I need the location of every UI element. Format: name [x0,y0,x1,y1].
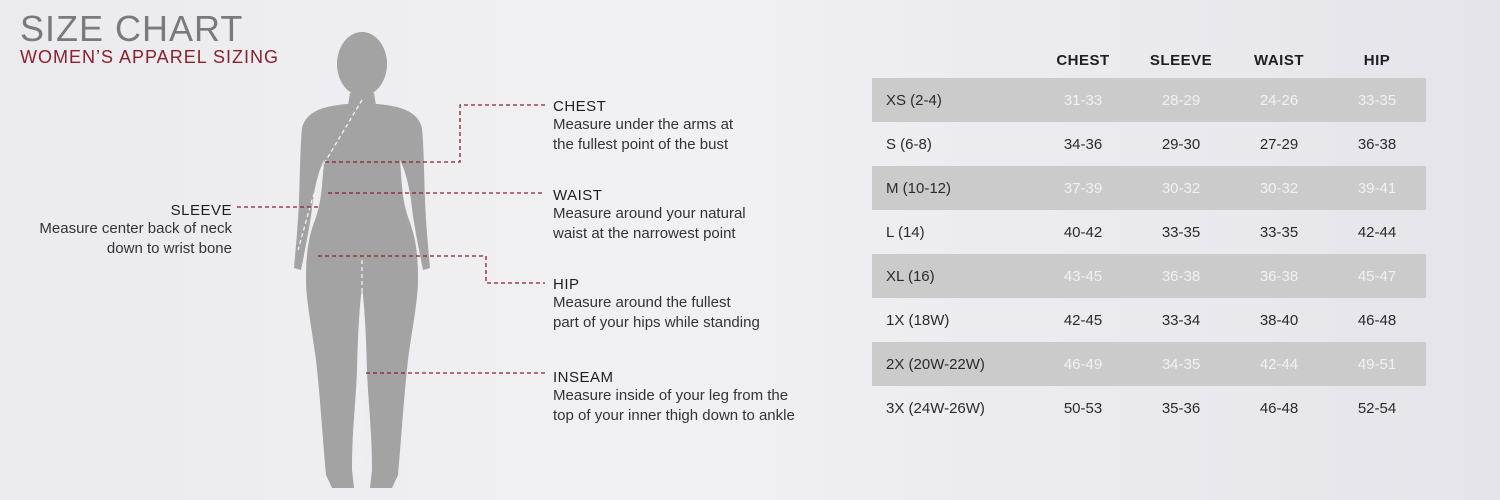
sleeve-value: 33-34 [1161,311,1201,329]
waist-value: 38-40 [1259,311,1299,329]
size-label: XL (16) [872,254,1034,298]
table-row [872,386,1426,430]
chest-value: 34-36 [1063,135,1103,153]
table-row [872,78,1426,122]
table-row [872,122,1426,166]
waist-column-header: WAIST [1254,51,1304,69]
chest-value: 46-49 [1034,342,1132,386]
chest-value: 43-45 [1034,254,1132,298]
sleeve-value: 35-36 [1161,399,1201,417]
hip-callout [553,276,760,333]
size-label: L (14) [886,223,925,241]
table-row [872,342,1426,386]
sleeve-callout [20,202,232,259]
hip-value: 49-51 [1328,342,1426,386]
size-label: 3X (24W-26W) [886,399,985,417]
size-label: M (10-12) [872,166,1034,210]
waist-value: 27-29 [1259,135,1299,153]
page-title: SIZE CHART [20,8,244,49]
chest-heading: CHEST [553,98,607,115]
inseam-desc-line2: top of your inner thigh down to ankle [553,407,795,424]
page-subtitle: WOMEN’S APPAREL SIZING [20,47,280,67]
hip-value: 36-38 [1357,135,1397,153]
hip-column-header: HIP [1363,51,1391,69]
size-label: 1X (18W) [886,311,950,329]
sleeve-value: 30-32 [1132,166,1230,210]
chest-value: 37-39 [1034,166,1132,210]
table-row [872,210,1426,254]
waist-value: 36-38 [1230,254,1328,298]
table-header-row [872,42,1426,78]
chest-value: 50-53 [1063,399,1103,417]
inseam-heading: INSEAM [553,369,614,386]
table-row [872,166,1426,210]
hip-value: 42-44 [1357,223,1397,241]
hip-value: 39-41 [1328,166,1426,210]
chest-value: 42-45 [1063,311,1103,329]
table-row [872,254,1426,298]
hip-desc-line2: part of your hips while standing [553,314,760,331]
waist-callout [553,187,746,244]
sleeve-desc-line1: Measure center back of neck [39,220,232,237]
size-column-header [872,42,1034,78]
size-label: 2X (20W-22W) [872,342,1034,386]
sleeve-value: 34-35 [1132,342,1230,386]
waist-value: 46-48 [1259,399,1299,417]
size-table [872,42,1426,430]
hip-value: 46-48 [1357,311,1397,329]
chest-callout [553,98,733,155]
size-label: S (6-8) [886,135,932,153]
inseam-callout [553,369,795,426]
waist-value: 24-26 [1230,78,1328,122]
sleeve-value: 28-29 [1132,78,1230,122]
chest-value: 40-42 [1063,223,1103,241]
waist-value: 30-32 [1230,166,1328,210]
sleeve-heading: SLEEVE [170,202,232,219]
waist-desc-line2: waist at the narrowest point [553,225,736,242]
inseam-desc-line1: Measure inside of your leg from the [553,387,789,404]
chest-desc-line1: Measure under the arms at [553,116,734,133]
hip-value: 33-35 [1328,78,1426,122]
sleeve-desc-line2: down to wrist bone [106,240,232,257]
chest-value: 31-33 [1034,78,1132,122]
waist-value: 42-44 [1230,342,1328,386]
waist-desc-line1: Measure around your natural [553,205,746,222]
chest-column-header: CHEST [1056,51,1110,69]
size-label: XS (2-4) [872,78,1034,122]
sleeve-value: 33-35 [1161,223,1201,241]
hip-heading: HIP [553,276,580,293]
hip-value: 52-54 [1357,399,1397,417]
chest-desc-line2: the fullest point of the bust [553,136,729,153]
waist-heading: WAIST [553,187,603,204]
sleeve-column-header: SLEEVE [1149,51,1213,69]
waist-value: 33-35 [1259,223,1299,241]
hip-desc-line1: Measure around the fullest [553,294,731,311]
table-row [872,298,1426,342]
sleeve-value: 36-38 [1132,254,1230,298]
sleeve-value: 29-30 [1161,135,1201,153]
hip-value: 45-47 [1328,254,1426,298]
